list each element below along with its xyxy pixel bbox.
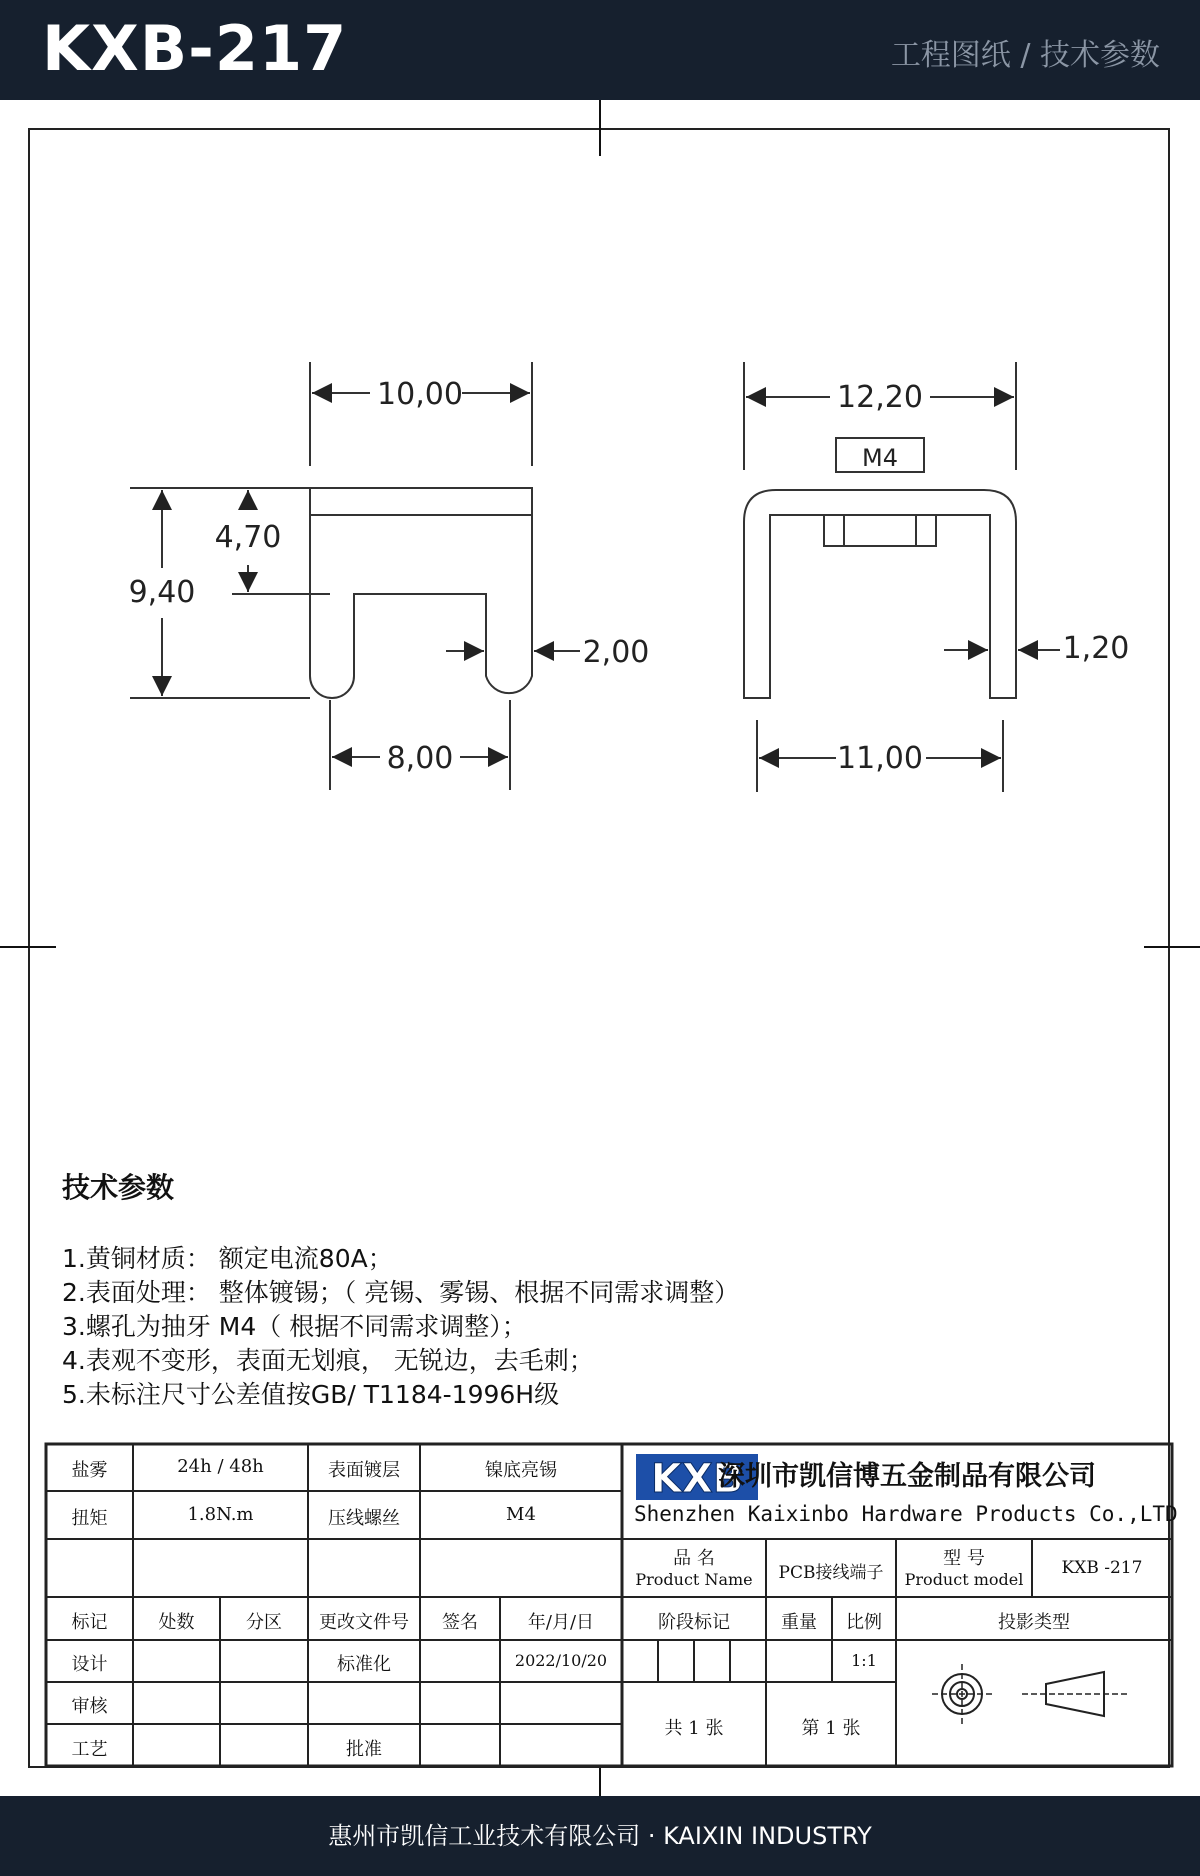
dim-spacing-800: 8,00 <box>386 741 454 776</box>
company-name-cn: 深圳市凯信博五金制品有限公司 <box>718 1461 1096 1492</box>
dim-width-1100: 11,00 <box>837 741 923 776</box>
scale-header: 比例 <box>846 1612 882 1633</box>
standardization-label: 标准化 <box>337 1654 391 1675</box>
dim-height-470: 4,70 <box>214 520 282 555</box>
salt-spray-label: 盐雾 <box>71 1460 108 1481</box>
rev-sign-header: 签名 <box>442 1612 478 1633</box>
stage-mark-header: 阶段标记 <box>658 1612 730 1633</box>
rev-count-header: 处数 <box>158 1612 195 1633</box>
design-date: 2022/10/20 <box>514 1651 608 1670</box>
plating-value: 镍底亮锡 <box>485 1460 557 1481</box>
footer-text: 惠州市凯信工业技术有限公司 · KAIXIN INDUSTRY <box>328 1822 872 1850</box>
dim-thick-120: 1,20 <box>1062 631 1130 666</box>
header-subtitle: 工程图纸 / 技术参数 <box>890 38 1160 73</box>
spec-item: 3.螺孔为抽牙 M4（ 根据不同需求调整）； <box>62 1312 527 1341</box>
specs-title: 技术参数 <box>62 1171 175 1204</box>
review-label: 审核 <box>71 1696 108 1717</box>
spec-item: 2.表面处理： 整体镀锡；（ 亮锡、雾锡、根据不同需求调整） <box>62 1278 740 1307</box>
spec-item: 1.黄铜材质： 额定电流80A； <box>62 1244 393 1273</box>
screw-label: 压线螺丝 <box>328 1508 400 1529</box>
design-label: 设计 <box>71 1654 108 1675</box>
torque-value: 1.8N.m <box>187 1504 254 1525</box>
spec-item: 4.表观不变形，表面无划痕， 无锐边，去毛刺； <box>62 1346 594 1375</box>
company-name-en: Shenzhen Kaixinbo Hardware Products Co.,LTD <box>634 1502 1178 1526</box>
projection-type-header: 投影类型 <box>998 1612 1070 1633</box>
product-name-en: Product Name <box>635 1570 753 1589</box>
sheet-number: 第 1 张 <box>801 1718 861 1739</box>
thread-label: M4 <box>862 444 898 472</box>
salt-spray-value: 24h / 48h <box>177 1456 264 1477</box>
product-model-cn: 型 号 <box>943 1548 985 1569</box>
rev-date-header: 年/月/日 <box>527 1612 595 1633</box>
product-model-value: KXB -217 <box>1061 1558 1143 1578</box>
total-sheets: 共 1 张 <box>664 1718 724 1739</box>
dim-width-10: 10,00 <box>377 377 463 412</box>
screw-value: M4 <box>506 1504 536 1525</box>
weight-header: 重量 <box>781 1612 817 1633</box>
process-label: 工艺 <box>71 1739 108 1760</box>
rev-mark-header: 标记 <box>71 1612 108 1633</box>
product-model-en: Product model <box>904 1570 1024 1589</box>
rev-doc-header: 更改文件号 <box>319 1612 409 1633</box>
spec-item: 5.未标注尺寸公差值按GB/ T1184-1996H级 <box>62 1380 560 1409</box>
logo-text: KXB <box>650 1456 744 1500</box>
dim-height-940: 9,40 <box>128 575 196 610</box>
product-name-value: PCB接线端子 <box>778 1563 884 1583</box>
dim-leg-200: 2,00 <box>582 635 650 670</box>
torque-label: 扭矩 <box>71 1508 108 1529</box>
product-name-cn: 品 名 <box>673 1548 715 1569</box>
approval-label: 批准 <box>346 1739 382 1760</box>
model-title: KXB-217 <box>42 12 348 85</box>
footer-bar <box>0 1796 1200 1876</box>
rev-zone-header: 分区 <box>246 1612 282 1633</box>
plating-label: 表面镀层 <box>328 1460 400 1481</box>
dim-width-1220: 12,20 <box>837 380 923 415</box>
scale-value: 1:1 <box>851 1651 877 1670</box>
